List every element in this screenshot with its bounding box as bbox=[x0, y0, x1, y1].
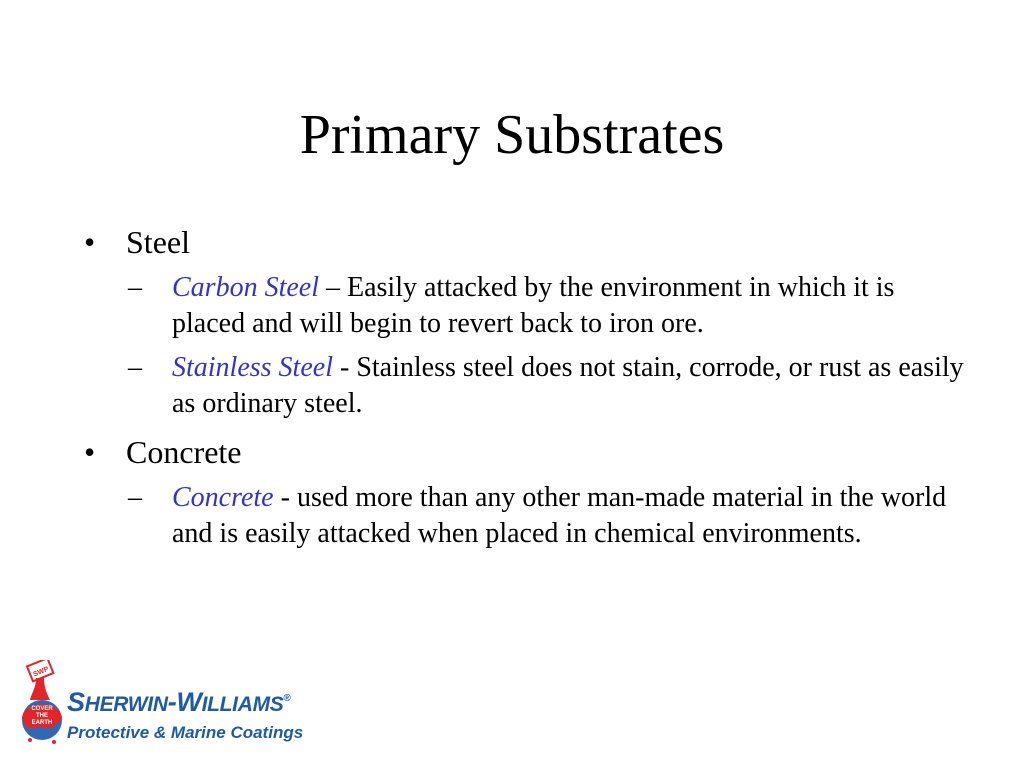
bullet-glyph: • bbox=[84, 224, 96, 260]
brand-illiams: ILLIAMS bbox=[201, 693, 284, 716]
subitem-concrete bbox=[128, 480, 964, 552]
description: Easily attacked by the environment in which it is placed and will begin to revert back to iron ore. bbox=[172, 272, 895, 339]
slide-body bbox=[84, 222, 964, 562]
concrete-subitems bbox=[84, 480, 964, 552]
bullet-label: Concrete bbox=[126, 434, 242, 470]
brand-tagline: Protective & Marine Coatings bbox=[67, 723, 304, 742]
subitem-stainless-steel bbox=[128, 350, 964, 422]
dash-glyph: – bbox=[128, 272, 142, 303]
term-concrete: Concrete bbox=[172, 482, 274, 513]
term-carbon-steel: Carbon Steel bbox=[172, 272, 319, 303]
description: Stainless steel does not stain, corrode, or rust as easily as ordinary steel. bbox=[172, 352, 964, 419]
registered-mark: ® bbox=[283, 693, 291, 704]
dash-glyph: – bbox=[128, 352, 142, 383]
bullet-label: Steel bbox=[126, 224, 190, 260]
brand-block bbox=[67, 684, 303, 744]
brand-dash: - bbox=[167, 687, 177, 717]
dash-glyph: – bbox=[128, 482, 142, 513]
sherwin-williams-logo bbox=[20, 660, 340, 746]
emblem-text-cover: COVER bbox=[31, 706, 53, 712]
emblem-text-the: THE bbox=[36, 713, 48, 719]
bullet-glyph: • bbox=[84, 434, 96, 470]
separator: - bbox=[332, 352, 357, 383]
emblem-text-earth: EARTH bbox=[31, 720, 53, 726]
separator: - bbox=[273, 482, 297, 513]
subitem-carbon-steel bbox=[128, 270, 964, 342]
term-stainless-steel: Stainless Steel bbox=[172, 352, 333, 383]
bullet-concrete bbox=[84, 432, 964, 472]
steel-subitems bbox=[84, 270, 964, 422]
drip-shape bbox=[52, 740, 56, 744]
separator: – bbox=[319, 272, 347, 303]
description: used more than any other man-made material in the world and is easily attacked when placed in chemical environments. bbox=[172, 482, 947, 549]
brand-name bbox=[67, 684, 303, 720]
brand-herwin: HERWIN bbox=[84, 693, 168, 716]
brand-initial-w: W bbox=[176, 687, 202, 717]
slide-title: Primary Substrates bbox=[299, 104, 725, 166]
can-label: SWP bbox=[32, 665, 50, 679]
drip-shape bbox=[28, 738, 32, 742]
bullet-steel bbox=[84, 222, 964, 262]
brand-initial-s: S bbox=[67, 687, 85, 717]
cover-the-earth-emblem-icon bbox=[20, 660, 66, 748]
